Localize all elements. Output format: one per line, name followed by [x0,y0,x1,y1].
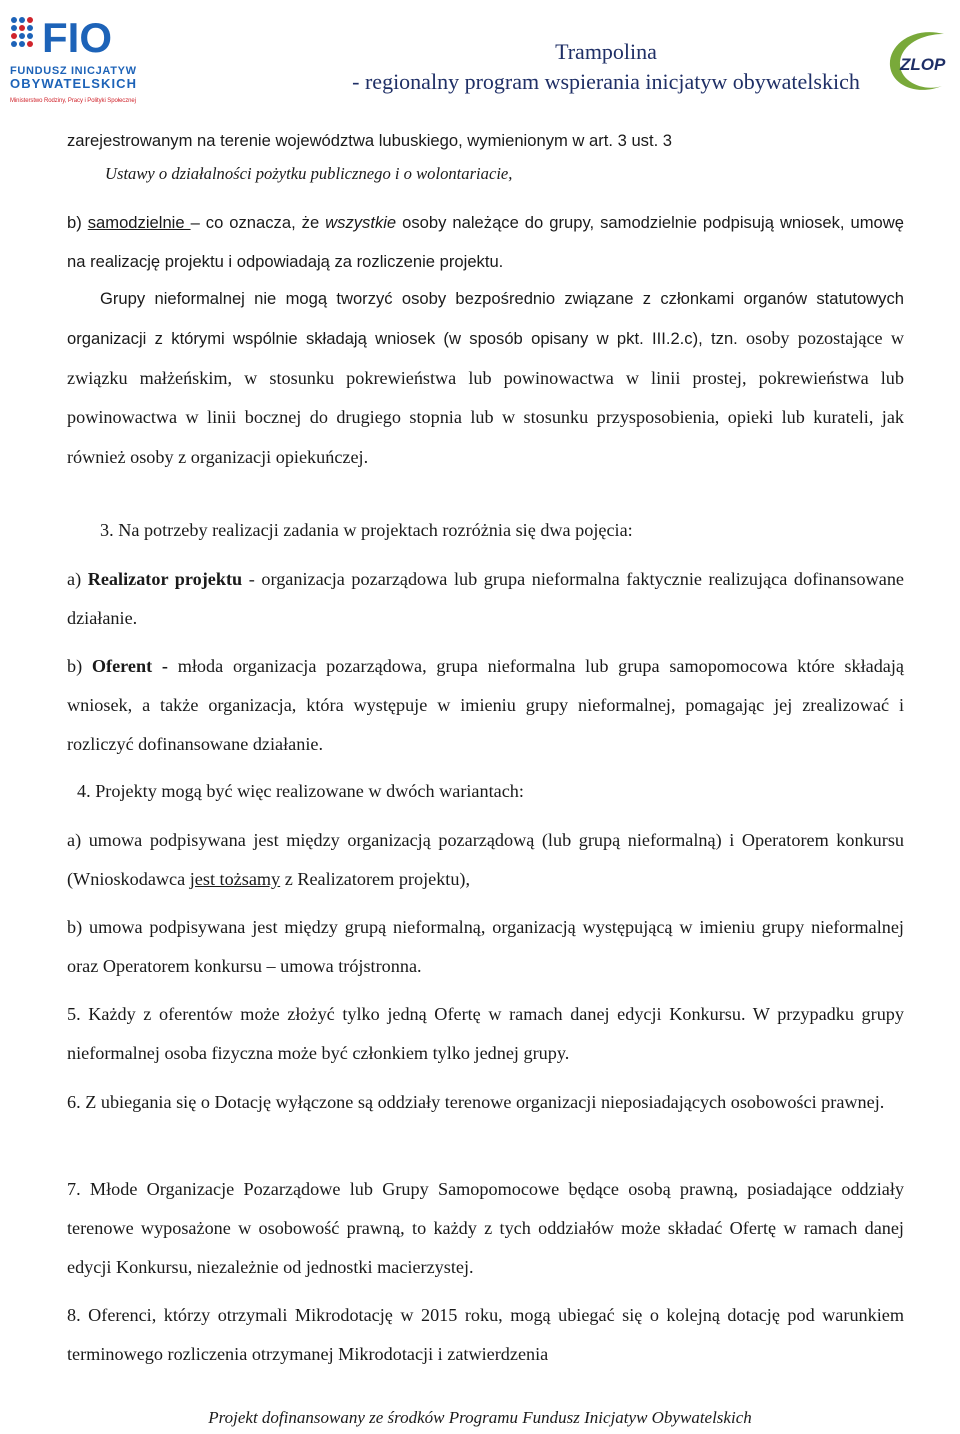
para-3: 3. Na potrzeby realizacji zadania w projektach rozróżnia się dwa pojęcia: [100,520,633,540]
term-oferent: Oferent - [91,656,168,676]
term-realizator: Realizator projektu [87,569,243,589]
para-b-text2: osoby należące do grupy, samodzielnie podpisują wniosek, umowę na realizację projektu i odpowiadają za rozliczenie projektu. [67,213,904,271]
para-realizator [67,560,904,638]
fio-subtitle-2: OBYWATELSKICH [10,76,136,91]
para-oferent-text: młoda organizacja pozarządowa, grupa nieformalna lub grupa samopomocowa które składają wniosek, a także organizacja, która występuje w imieniu grupy nieformalnej, pomagając jej zrealizować i rozliczyć dofinansowane działanie. [67,656,904,754]
para-variant-b: b) umowa podpisywana jest między grupą nieformalną, organizacją występującą w imieniu grupy nieformalnej oraz Operatorem konkursu – umowa trójstronna. [67,917,904,976]
fio-subtitle-1: FUNDUSZ INICJATYW [10,65,136,77]
header-subtitle: - regionalny program wspierania inicjatyw obywatelskich [352,69,860,94]
para-continuation-law [105,155,904,194]
zlop-logo [884,26,960,98]
para-continuation-line1: zarejestrowanym na terenie województwa lubuskiego, wymienionym w art. 3 ust. 3 [67,131,673,150]
fio-wordmark: FIO [42,14,112,61]
term-jest-tozsamy: jest tożsamy [189,868,281,889]
fio-dots-icon [11,17,33,47]
para-variant-a-text1: a) umowa podpisywana jest między organizacją pozarządową (lub grupą nieformalną) i Operatorem konkursu (Wnioskodawca [67,830,904,889]
para-oferent [67,647,904,763]
para-informal-groups-text: Grupy nieformalnej nie mogą tworzyć osoby bezpośrednio związane z członkami organów statutowych organizacji z którymi wspólnie składają wniosek (w sposób opisany w pkt. III.2.c), tzn. [67,289,904,348]
law-reference: Ustawy o działalności pożytku publicznego i o wolontariacie, [105,164,513,183]
zlop-wordmark: ZLOP [900,55,946,74]
para-oferent-prefix: b) [67,656,92,676]
term-samodzielnie: samodzielnie [87,213,191,232]
para-b-text1: – co oznacza, że [190,213,326,232]
para-independently [67,204,904,282]
para-informal-groups-serif: osoby pozostające w związku małżeńskim, w stosunku pokrewieństwa lub powinowactwa w linii prostej, pokrewieństwa lub powinowactwa w linii bocznej do drugiego stopnia lub w stosunku przysposobienia, opieki lub kurateli, jak również osoby z organizacji opiekuńczej. [67,327,904,468]
para-informal-groups [67,280,904,478]
para-7: 7. Młode Organizacje Pozarządowe lub Grupy Samopomocowe będące osobą prawną, posiadające oddziały terenowe wyposażone w osobowość prawną, to każdy z tych oddziałów może składać Ofertę w ramach danej edycji Konkursu, niezależnie od jednostki macierzystej. [67,1179,904,1277]
para-4: 4. Projekty mogą być więc realizowane w dwóch wariantach: [77,781,524,801]
fio-logo [6,12,140,108]
para-realizator-text: - organizacja pozarządowa lub grupa nieformalna faktycznie realizująca dofinansowane działanie. [67,569,904,628]
para-variant-a [67,821,904,899]
fio-ministry-line: Ministerstwo Rodziny, Pracy i Polityki Społecznej [10,98,136,104]
term-wszystkie: wszystkie [325,213,397,232]
header-title: Trampolina [555,39,657,64]
para-b-prefix: b) [67,213,88,232]
para-variant-a-text2: z Realizatorem projektu), [280,868,471,889]
para-6: 6. Z ubiegania się o Dotację wyłączone są oddziały terenowe organizacji nieposiadających osobowości prawnej. [67,1092,885,1112]
para-5: 5. Każdy z oferentów może złożyć tylko jedną Ofertę w ramach danej edycji Konkursu. W przypadku grupy nieformalnej osoba fizyczna może być członkiem tylko jednej grupy. [67,1004,904,1063]
para-8: 8. Oferenci, którzy otrzymali Mikrodotację w 2015 roku, mogą ubiegać się o kolejną dotację pod warunkiem terminowego rozliczenia otrzymanej Mikrodotacji i zatwierdzenia [67,1305,904,1364]
page-footer: Projekt dofinansowany ze środków Programu Fundusz Inicjatyw Obywatelskich [208,1408,752,1427]
para-realizator-prefix: a) [67,569,88,589]
